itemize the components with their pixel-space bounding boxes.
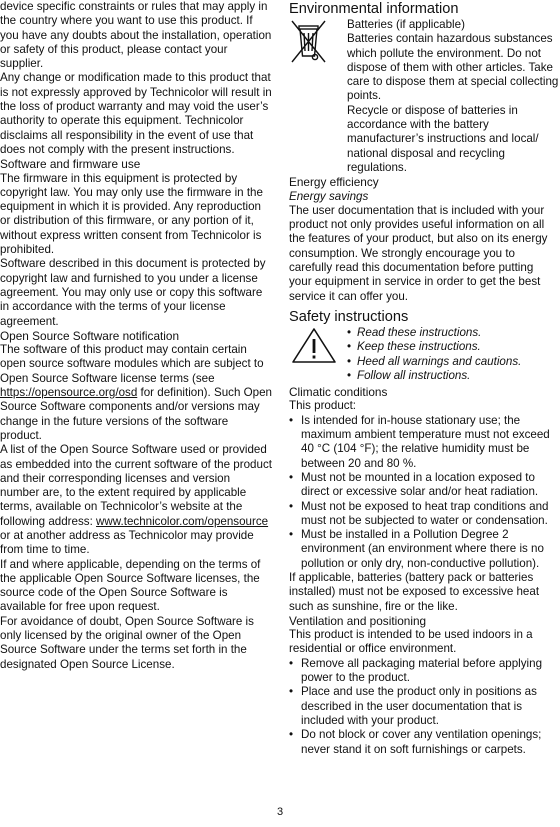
technicolor-opensource-link[interactable]: www.technicolor.com/opensource	[96, 514, 269, 528]
list-item: • Must not be mounted in a location exposed to direct or excessive solar and/or heat radiation.	[289, 471, 559, 500]
safety-text	[347, 326, 559, 383]
crossed-out-wheelie-bin-icon	[289, 18, 347, 175]
oss-p1-text-b: for definition). Such Open Source Software components and/or versions may change in the future versions of the software product.	[0, 386, 272, 442]
list-item: • Place and use the product only in positions as described in the user documentation that is included with your product.	[289, 685, 559, 728]
battery-paragraph-1: Batteries contain hazardous substances which pollute the environment. Do not dispose of them with other articles. Take care to dispose them at special collecting points.	[347, 32, 559, 103]
energy-paragraph: The user documentation that is included with your product not only provides useful information on all the features of your product, but also on its energy consumption. We strongly encourage you to carefully read this documentation before putting your equipment in service in order to get the best service it can offer you.	[289, 203, 548, 303]
ventilation-heading: Ventilation and positioning	[289, 613, 427, 628]
climatic-intro: This product:	[289, 399, 357, 413]
ventilation-list	[289, 657, 559, 757]
safety-heading: Safety instructions	[289, 308, 409, 325]
battery-block	[289, 18, 559, 175]
energy-heading: Energy efficiency	[289, 175, 379, 190]
oss-paragraph-1	[0, 343, 272, 443]
safety-block	[289, 326, 559, 383]
battery-text	[347, 18, 559, 175]
osd-link[interactable]: https://opensource.org/osd	[0, 386, 138, 400]
oss-paragraph-3: If and where applicable, depending on the terms of the applicable Open Source Software licenses, the source code of the Open Source Software is available for free upon request.	[0, 557, 261, 614]
climatic-list	[289, 414, 559, 571]
climatic-heading: Climatic conditions	[289, 385, 388, 400]
battery-paragraph-2: Recycle or dispose of batteries in accordance with the battery manufacturer’s instructions and local/ national disposal and recycling regulations.	[347, 103, 539, 174]
list-item: • Follow all instructions.	[347, 369, 559, 383]
firmware-paragraph-2: Software described in this document is protected by copyright law and furnished to you under a license agreement. You may only use or copy this software in accordance with the terms of your license agreement.	[0, 257, 266, 328]
battery-title: Batteries (if applicable)	[347, 18, 465, 31]
list-item: • Do not block or cover any ventilation openings; never stand it on soft furnishings or carpets.	[289, 728, 559, 757]
oss-paragraph-4: For avoidance of doubt, Open Source Software is only licensed by the original owner of the Open Source Software under the terms set forth in the designated Open Source License.	[0, 614, 254, 671]
list-item: • Keep these instructions.	[347, 340, 559, 354]
environmental-heading: Environmental information	[289, 1, 459, 17]
oss-p2-text-b: or at another address as Technicolor may provide from time to time.	[0, 528, 254, 557]
list-item: • Must not be exposed to heat trap conditions and must not be subjected to water or condensation.	[289, 500, 559, 529]
modification-paragraph: Any change or modification made to this product that is not expressly approved by Technicolor will result in the loss of product warranty and may void the user’s authority to operate this equipment. Technicolor disclaims all responsibility in the event of use that does not comply with the present instructions.	[0, 71, 272, 156]
climatic-after-paragraph: If applicable, batteries (battery pack or batteries installed) must not be exposed to excessive heat such as sunshine, fire or the like.	[289, 570, 540, 613]
list-item: • Heed all warnings and cautions.	[347, 355, 559, 369]
list-item: • Is intended for in-house stationary use; the maximum ambient temperature must not exceed 40 °C (104 °F); the relative humidity must be between 20 and 80 %.	[289, 414, 559, 471]
list-item: • Must be installed in a Pollution Degree 2 environment (an environment where there is no pollution or only dry, non-conductive pollution).	[289, 528, 559, 571]
list-item: • Remove all packaging material before applying power to the product.	[289, 657, 559, 686]
intro-paragraph: device specific constraints or rules that may apply in the country where you want to use this product. If you have any doubts about the installation, operation or safety of this product, please contact your supplier.	[0, 0, 272, 71]
right-column	[289, 0, 559, 757]
ventilation-intro: This product is intended to be used indoors in a residential or office environment.	[289, 628, 533, 656]
firmware-heading: Software and firmware use	[0, 157, 141, 172]
oss-heading: Open Source Software notification	[0, 328, 180, 343]
oss-p2-text-a: A list of the Open Source Software used or provided as embedded into the current software of the product and their corresponding licenses and version number are, to the extent required by applicable terms, available on Technicolor’s website at the following address:	[0, 443, 272, 528]
page-number: 3	[276, 806, 284, 818]
firmware-paragraph-1: The firmware in this equipment is protected by copyright law. You may only use the firmware in the equipment in which it is provided. Any reproduction or distribution of this firmware, or any portion of it, without express written consent from Technicolor is prohibited.	[0, 171, 263, 257]
warning-triangle-icon	[289, 326, 347, 383]
energy-subheading: Energy savings	[289, 189, 369, 203]
oss-p1-text-a: The software of this product may contain certain open source software modules which are subject to Open Source Software license terms (see	[0, 343, 264, 385]
list-item: • Read these instructions.	[347, 326, 559, 340]
safety-list	[347, 326, 559, 383]
left-column	[0, 0, 272, 672]
oss-paragraph-2	[0, 443, 272, 557]
